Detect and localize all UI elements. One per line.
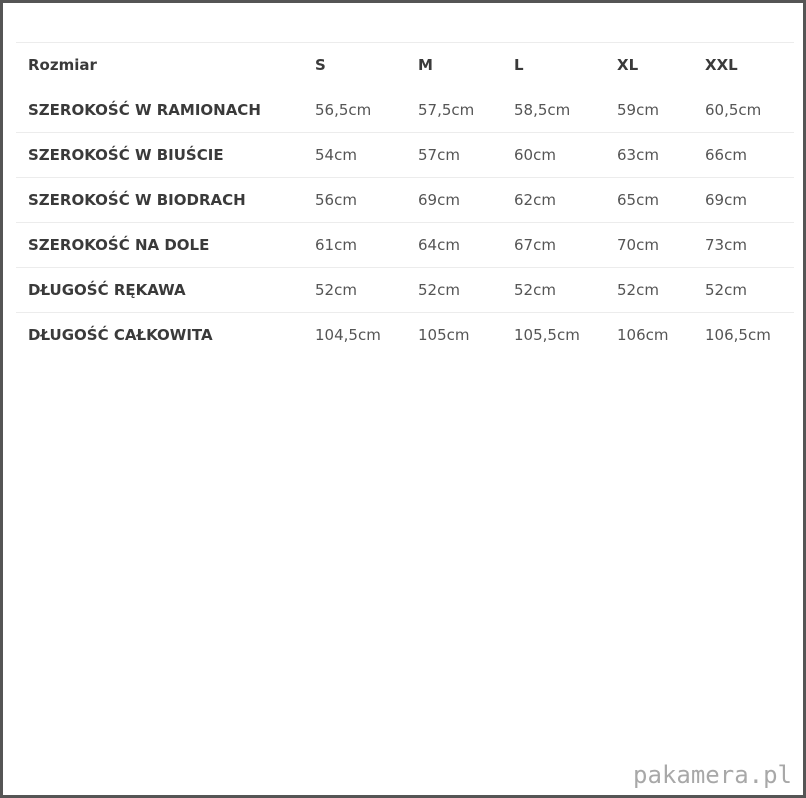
table-row [16, 178, 794, 223]
row-label: SZEROKOŚĆ W BIODRACH [16, 178, 303, 223]
table-row [16, 223, 794, 268]
cell-value: 52cm [605, 268, 693, 313]
cell-value: 106cm [605, 313, 693, 358]
cell-value: 52cm [303, 268, 406, 313]
table-row [16, 313, 794, 358]
row-label: DŁUGOŚĆ CAŁKOWITA [16, 313, 303, 358]
header-size-xxl: XXL [693, 43, 794, 88]
cell-value: 52cm [693, 268, 794, 313]
cell-value: 65cm [605, 178, 693, 223]
cell-value: 56cm [303, 178, 406, 223]
row-label: SZEROKOŚĆ W BIUŚCIE [16, 133, 303, 178]
cell-value: 105cm [406, 313, 502, 358]
cell-value: 69cm [693, 178, 794, 223]
cell-value: 58,5cm [514, 100, 571, 119]
row-label: DŁUGOŚĆ RĘKAWA [16, 268, 303, 313]
cell-value: 54cm [303, 133, 406, 178]
cell-value: 69cm [406, 178, 502, 223]
cell-value: 57cm [406, 133, 502, 178]
row-label: SZEROKOŚĆ W RAMIONACH [28, 100, 261, 119]
cell-value: 52cm [406, 268, 502, 313]
cell-value: 57,5cm [418, 100, 475, 119]
cell-value: 60cm [502, 133, 605, 178]
size-chart-table [16, 42, 794, 358]
cell-value: 70cm [605, 223, 693, 268]
header-size-m: M [406, 43, 502, 88]
cell-value: 52cm [502, 268, 605, 313]
cell-value: 73cm [693, 223, 794, 268]
cell-value: 66cm [693, 133, 794, 178]
cell-value: 106,5cm [693, 313, 794, 358]
cell-value: 59cm [617, 100, 659, 119]
cell-value: 61cm [303, 223, 406, 268]
table-row [16, 133, 794, 178]
cell-value: 105,5cm [502, 313, 605, 358]
table-header-row [16, 43, 794, 88]
cell-value: 104,5cm [303, 313, 406, 358]
row-label: SZEROKOŚĆ NA DOLE [16, 223, 303, 268]
table-row [16, 88, 794, 133]
header-size-xl: XL [605, 43, 693, 88]
header-size-l: L [502, 43, 605, 88]
header-size-label: Rozmiar [16, 43, 303, 88]
pakamera-watermark: pakamera.pl [633, 761, 792, 789]
cell-value: 56,5cm [315, 100, 372, 119]
cell-value: 67cm [502, 223, 605, 268]
cell-value: 63cm [605, 133, 693, 178]
cell-value: 62cm [502, 178, 605, 223]
header-size-s: S [303, 43, 406, 88]
cell-value: 64cm [406, 223, 502, 268]
table-row [16, 268, 794, 313]
cell-value: 60,5cm [705, 100, 762, 119]
